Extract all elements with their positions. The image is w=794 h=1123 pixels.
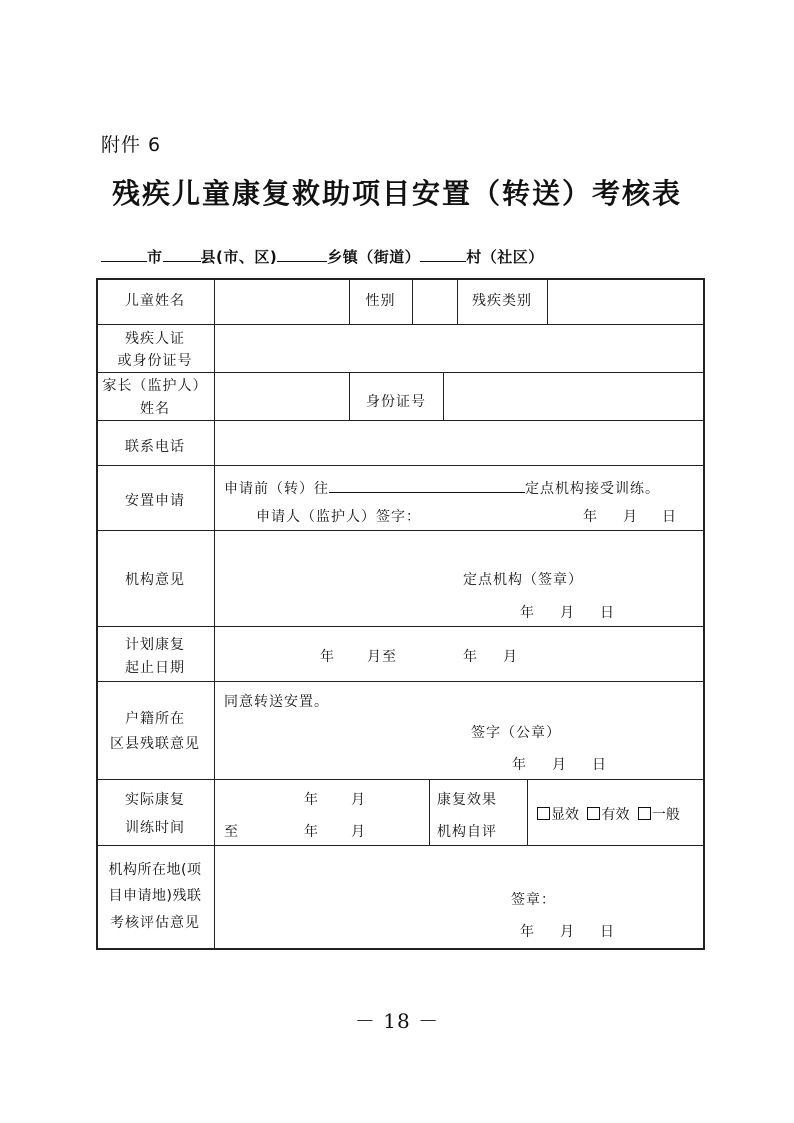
institution-month: 月 [560, 605, 575, 621]
guardian-label-line2: 姓名 [140, 401, 170, 417]
evaluation-label-line2: 目申请地)残联 [108, 888, 202, 904]
option-effective-label: 有效 [601, 807, 630, 823]
institution-day: 日 [600, 605, 615, 621]
phone-label: 联系电话 [125, 439, 185, 455]
placement-label: 安置申请 [125, 493, 185, 509]
household-month: 月 [552, 757, 567, 773]
address-line [101, 247, 544, 266]
county-label: 县(市、区) [200, 248, 278, 266]
plan-label-line1: 计划康复 [125, 637, 185, 653]
placement-day: 日 [662, 509, 677, 525]
disability-type-label: 残疾类别 [472, 293, 532, 309]
applicant-signature-label: 申请人（监护人）签字： [256, 509, 421, 525]
effect-label-line2: 机构自评 [437, 824, 497, 840]
evaluation-seal-label: 签章： [511, 892, 556, 908]
placement-year: 年 [583, 509, 598, 525]
checkbox-icon[interactable] [537, 807, 550, 820]
plan-start-year: 年 [320, 649, 335, 665]
plan-end-month: 月 [503, 649, 518, 665]
household-year: 年 [512, 757, 527, 773]
placement-institution-blank[interactable] [329, 478, 525, 493]
actual-end-month: 月 [351, 824, 366, 840]
county-blank[interactable] [163, 247, 201, 262]
gender-label: 性别 [365, 293, 396, 309]
guardian-label-line1: 家长（监护人） [102, 378, 208, 394]
actual-start-month: 月 [351, 792, 366, 808]
checkbox-icon[interactable] [587, 807, 600, 820]
agree-transfer-text: 同意转送安置。 [224, 694, 329, 710]
disability-id-label-line2: 或身份证号 [117, 353, 193, 369]
placement-suffix: 定点机构接受训练。 [525, 481, 660, 497]
guardian-name-field[interactable] [216, 374, 348, 419]
designated-institution-seal: 定点机构（签章） [463, 572, 583, 588]
page-title: 残疾儿童康复救助项目安置（转送）考核表 [111, 177, 682, 210]
signature-official-seal: 签字（公章） [471, 725, 561, 741]
town-blank[interactable] [277, 247, 327, 262]
disability-type-field[interactable] [549, 280, 702, 323]
effect-options [537, 807, 680, 823]
institution-opinion-label: 机构意见 [125, 572, 185, 588]
option-significant[interactable] [537, 807, 579, 823]
phone-field[interactable] [216, 422, 702, 464]
institution-year: 年 [520, 605, 535, 621]
plan-label-line2: 起止日期 [125, 660, 185, 676]
option-significant-label: 显效 [551, 807, 579, 823]
option-general-label: 一般 [651, 807, 680, 823]
attachment-label: 附件 6 [101, 134, 162, 156]
evaluation-year: 年 [520, 924, 535, 940]
city-label: 市 [147, 248, 163, 266]
actual-start-year: 年 [304, 792, 319, 808]
disability-id-label-line1: 残疾人证 [125, 331, 185, 347]
child-name-label: 儿童姓名 [125, 293, 185, 309]
actual-end-year: 年 [304, 824, 319, 840]
evaluation-month: 月 [560, 924, 575, 940]
disability-id-field[interactable] [216, 326, 702, 371]
id-number-label: 身份证号 [366, 394, 426, 410]
actual-label-line2: 训练时间 [125, 820, 185, 836]
household-label-line2: 区县残联意见 [110, 736, 200, 752]
evaluation-label-line3: 考核评估意见 [110, 915, 200, 931]
town-label: 乡镇（街道） [327, 248, 421, 266]
evaluation-label-line1: 机构所在地(项 [108, 862, 202, 878]
household-day: 日 [592, 757, 607, 773]
option-general[interactable] [638, 807, 680, 823]
effect-label-line1: 康复效果 [437, 792, 497, 808]
evaluation-day: 日 [600, 924, 615, 940]
village-blank[interactable] [420, 247, 466, 262]
placement-text [224, 478, 660, 497]
plan-end-year: 年 [463, 649, 478, 665]
city-blank[interactable] [101, 247, 147, 262]
id-number-field[interactable] [445, 374, 702, 419]
actual-to: 至 [224, 824, 239, 840]
placement-prefix: 申请前（转）往 [224, 481, 329, 497]
household-label-line1: 户籍所在 [125, 711, 185, 727]
page-number: － 18 － [354, 1009, 440, 1033]
plan-month-to: 月至 [367, 649, 397, 665]
gender-field[interactable] [414, 280, 456, 323]
child-name-field[interactable] [216, 280, 348, 323]
checkbox-icon[interactable] [638, 807, 651, 820]
village-label: 村（社区） [466, 248, 544, 266]
option-effective[interactable] [587, 807, 629, 823]
placement-month: 月 [623, 509, 638, 525]
actual-label-line1: 实际康复 [125, 792, 185, 808]
